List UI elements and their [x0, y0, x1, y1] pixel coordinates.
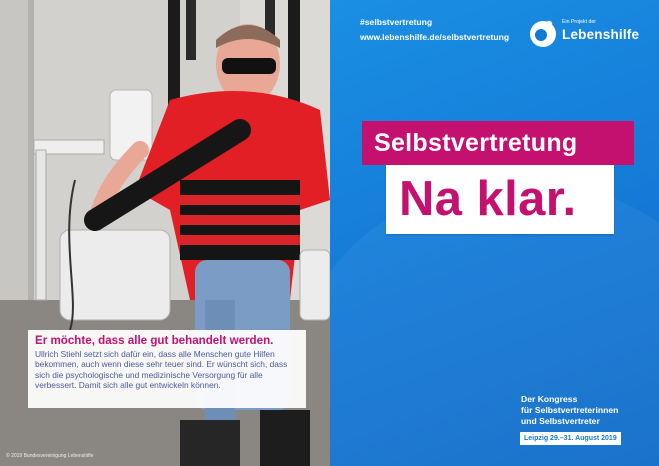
- event-line-2: für Selbstvertreterinnen: [521, 405, 619, 415]
- lebenshilfe-logo: [528, 14, 650, 54]
- blue-panel: [330, 0, 659, 466]
- headline-line-2: Na klar.: [386, 165, 614, 234]
- lebenshilfe-logo-icon: [528, 18, 558, 48]
- headline-line-1: Selbstvertretung: [362, 121, 634, 165]
- logo-name: Lebenshilfe: [562, 27, 640, 42]
- event-dates-badge: Leipzig 29.–31. August 2019: [520, 432, 621, 445]
- hashtag: #selbstvertretung: [360, 17, 433, 27]
- website-link[interactable]: www.lebenshilfe.de/selbstvertretung: [360, 32, 510, 42]
- caption-box: [28, 330, 306, 408]
- event-line-3: und Selbstvertreter: [521, 416, 600, 426]
- event-description: [521, 394, 618, 427]
- caption-title: Er möchte, dass alle gut behandelt werden.: [35, 334, 274, 347]
- caption-body: Ullrich Stiehl setzt sich dafür ein, dass alle Menschen gute Hilfen bekommen, auch wenn diese sehr teuer sind. Er wünscht sich, dass sich die psychologische und medizinische Versorgung für alle verbessert. Damit sich alle gut entwickeln können.: [35, 349, 288, 391]
- event-line-1: Der Kongress: [521, 394, 578, 404]
- logo-tagline: Ein Projekt der: [562, 19, 597, 25]
- copyright: © 2019 Bundesvereinigung Lebenshilfe: [6, 453, 94, 459]
